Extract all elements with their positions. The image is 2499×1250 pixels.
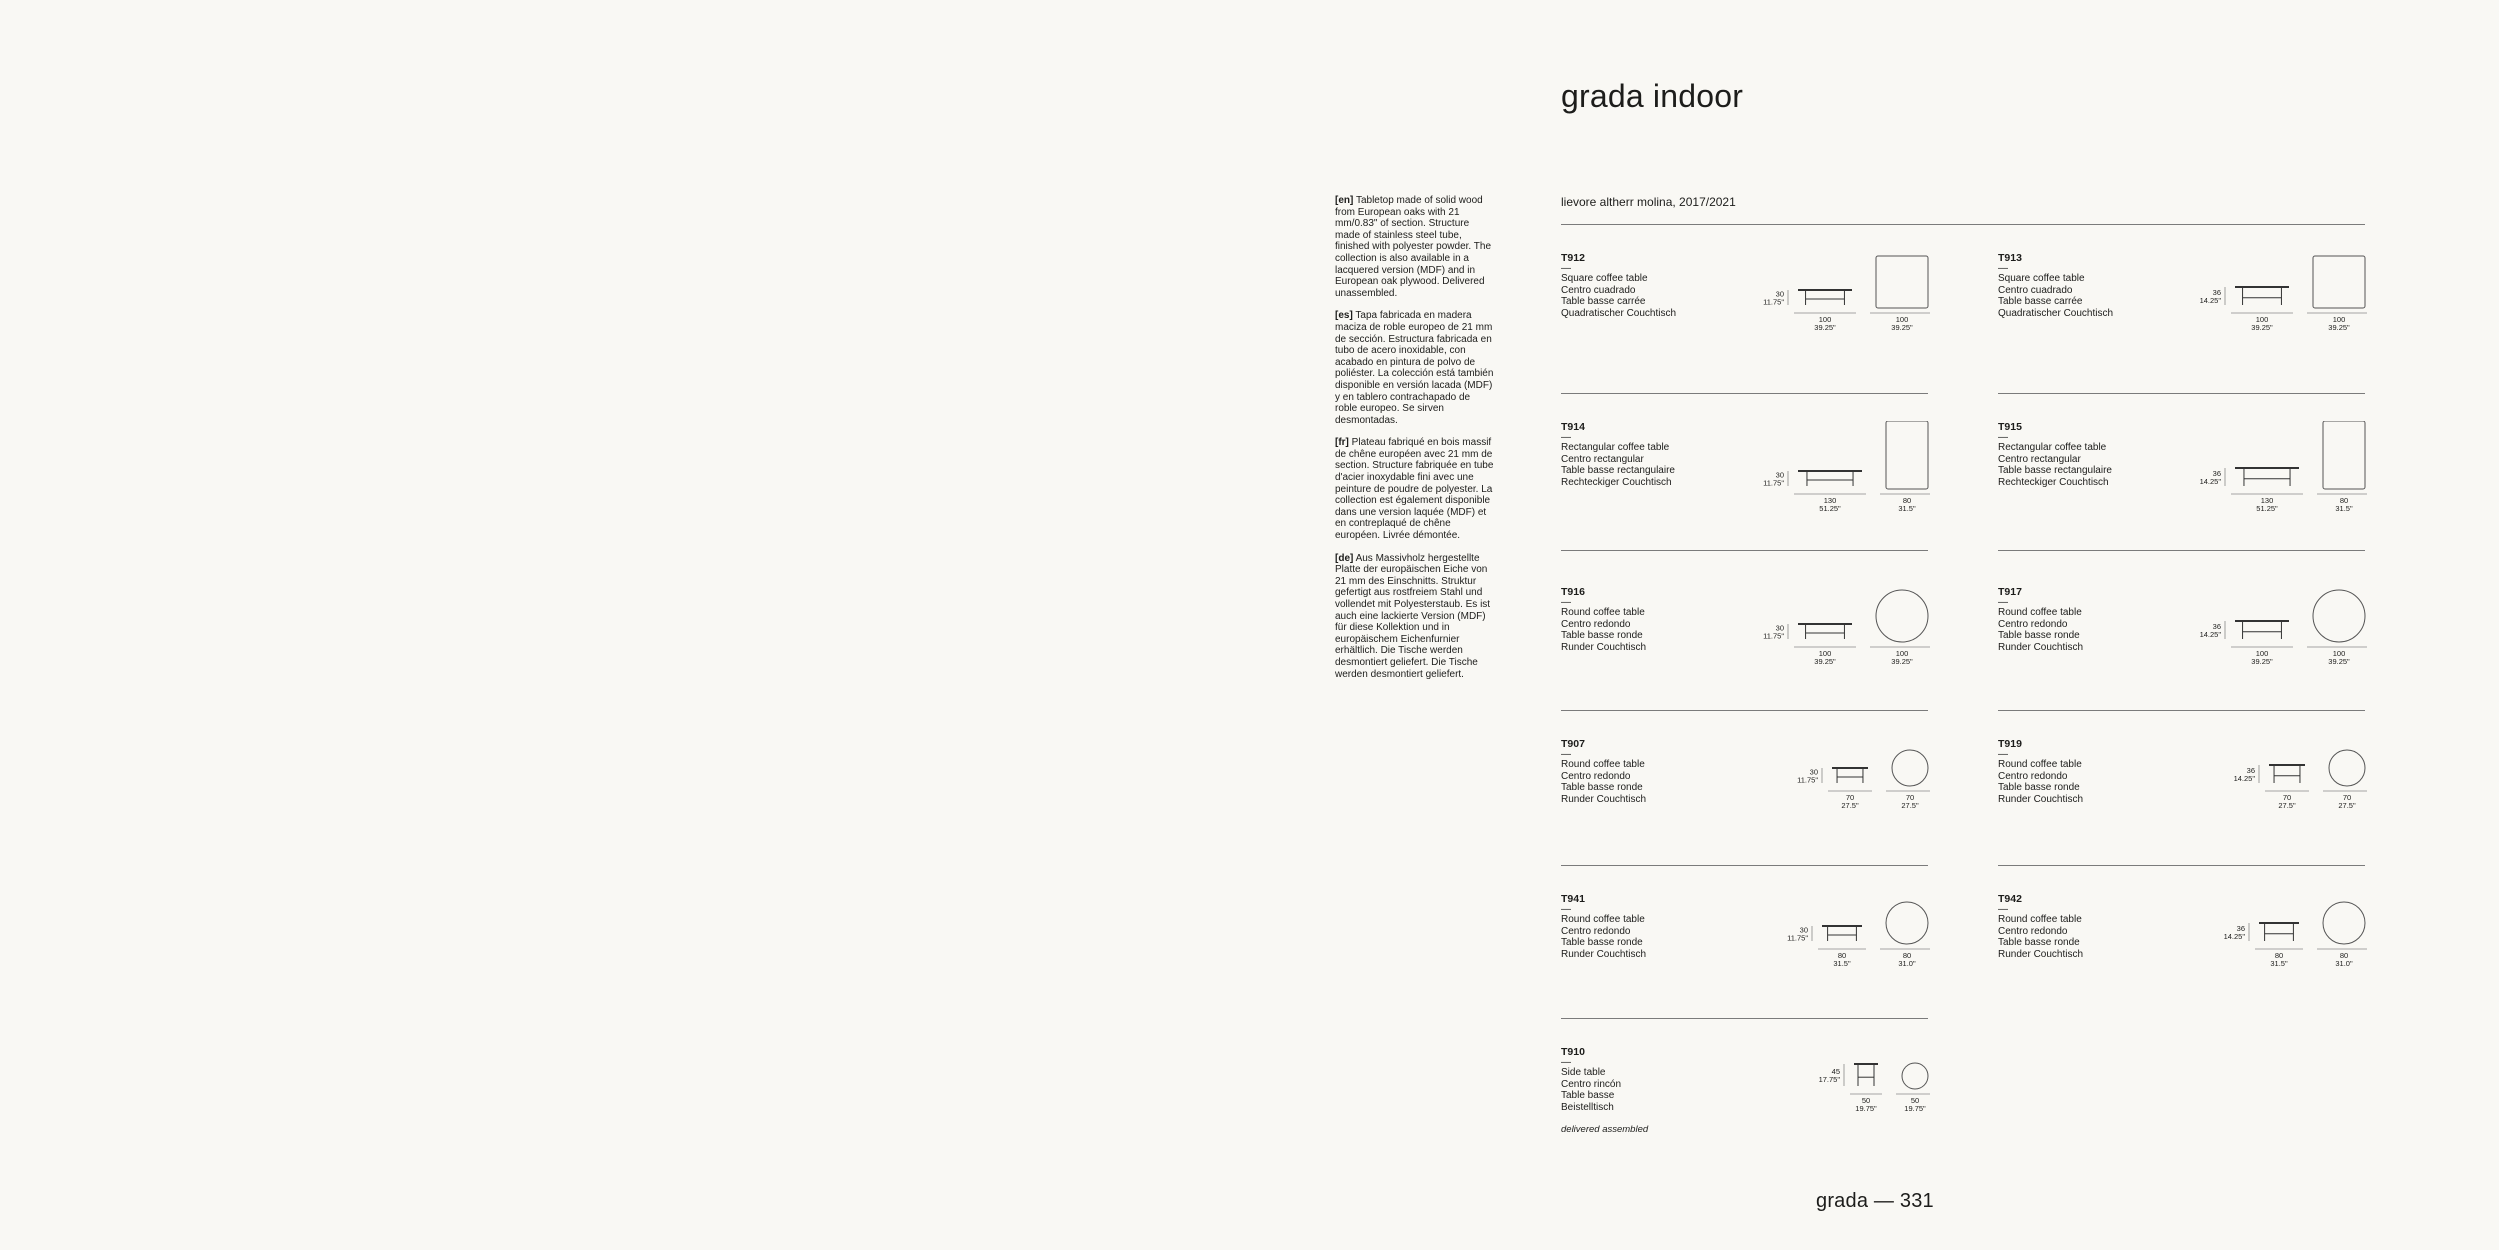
depth-in: 39.25" — [2328, 323, 2350, 332]
depth-in: 39.25" — [2328, 657, 2350, 666]
product-name: Table basse ronde — [1998, 782, 2080, 794]
depth-cm: 50 — [1910, 1096, 1920, 1105]
product-t912 — [1561, 252, 1931, 332]
product-name: Table basse — [1561, 1090, 1615, 1102]
product-t916 — [1561, 586, 1931, 666]
height-in: 11.75" — [1787, 933, 1808, 943]
product-name: Runder Couchtisch — [1561, 948, 1647, 960]
product-name: Centro rectangular — [1998, 453, 2081, 465]
height-cm: 36 — [2236, 924, 2245, 933]
row-divider — [1998, 550, 2365, 551]
width-cm: 130 — [1823, 496, 1837, 505]
product-name: Runder Couchtisch — [1998, 793, 2084, 805]
product-name: Rechteckiger Couchtisch — [1561, 476, 1672, 488]
product-name: Table basse ronde — [1561, 630, 1643, 642]
product-dash: — — [1998, 263, 2008, 274]
height-in: 11.75" — [1763, 297, 1784, 307]
product-t914 — [1561, 421, 1931, 513]
depth-in: 19.75" — [1904, 1104, 1926, 1113]
product-drawing — [1561, 586, 1931, 681]
width-in: 51.25" — [1819, 504, 1841, 513]
product-code: T915 — [1998, 421, 2022, 433]
product-code: T919 — [1998, 738, 2022, 750]
page-footer: grada — 331 — [1816, 1190, 1934, 1212]
row-divider — [1561, 393, 1928, 394]
product-name: Rectangular coffee table — [1998, 442, 2107, 453]
depth-cm: 80 — [1902, 496, 1912, 505]
width-cm: 100 — [1818, 649, 1832, 658]
depth-cm: 100 — [1895, 315, 1909, 324]
product-name: Quadratischer Couchtisch — [1561, 307, 1677, 319]
product-name: Quadratischer Couchtisch — [1998, 307, 2114, 319]
plan-view — [1870, 590, 1930, 666]
elevation-view — [1763, 290, 1856, 333]
width-in: 39.25" — [1814, 323, 1836, 332]
product-name: Table basse ronde — [1998, 630, 2080, 642]
product-name: Table basse rectangulaire — [1561, 465, 1675, 477]
product-t919 — [1998, 738, 2368, 810]
product-name: Centro redondo — [1561, 618, 1631, 630]
product-t913 — [1998, 252, 2368, 332]
product-drawing — [1561, 252, 1931, 347]
description-fr: [fr] Plateau fabriqué en bois massif de chêne européen avec 21 mm de section. Structure fabriquée en tube d'acier inoxydable fini avec une peinture de poudre de polyester. La collection est également disponible dans une version laquée (MDF) et en contreplaqué de chêne européen. Livrée démontée. — [1335, 437, 1494, 542]
height-cm: 30 — [1809, 767, 1818, 777]
product-code: T916 — [1561, 586, 1585, 598]
product-code: T910 — [1561, 1046, 1585, 1058]
width-in: 39.25" — [2251, 657, 2273, 666]
product-name: Centro redondo — [1561, 925, 1631, 937]
product-name: Table basse carrée — [1561, 296, 1646, 308]
width-cm: 100 — [2255, 315, 2269, 324]
product-code: T907 — [1561, 738, 1585, 750]
product-t942 — [1998, 893, 2368, 968]
product-name: Round coffee table — [1561, 759, 1645, 770]
width-in: 27.5" — [1841, 801, 1859, 810]
description-block — [1335, 195, 1495, 691]
elevation-view — [1763, 471, 1866, 514]
plan-outline — [2313, 256, 2365, 308]
product-code: T913 — [1998, 252, 2022, 264]
product-name: Centro rincón — [1561, 1078, 1622, 1090]
product-code: T942 — [1998, 893, 2022, 905]
product-dash: — — [1998, 904, 2008, 915]
description-en: [en] Tabletop made of solid wood from European oaks with 21 mm/0.83" of section. Structure made of stainless steel tube, finished with polyester powder. The collection is also available in a lacquered version (MDF) and in European oak plywood. Delivered unassembled. — [1335, 195, 1492, 299]
product-name: Table basse rectangulaire — [1998, 465, 2112, 477]
designer-credit: lievore altherr molina, 2017/2021 — [1561, 195, 1736, 209]
height-in: 11.75" — [1797, 775, 1818, 785]
elevation-view — [2200, 621, 2293, 666]
elevation-view — [2234, 765, 2309, 810]
width-in: 39.25" — [2251, 323, 2273, 332]
elevation-view — [2200, 287, 2293, 332]
height-cm: 30 — [1775, 289, 1784, 299]
depth-cm: 100 — [2332, 649, 2346, 658]
width-cm: 50 — [1861, 1096, 1871, 1105]
height-cm: 30 — [1799, 925, 1808, 935]
plan-outline — [2329, 750, 2365, 786]
plan-view — [1896, 1063, 1930, 1113]
product-code: T917 — [1998, 586, 2022, 598]
product-drawing — [1998, 738, 2368, 833]
product-name: Runder Couchtisch — [1561, 641, 1647, 653]
product-drawing — [1561, 893, 1931, 988]
width-cm: 70 — [2282, 793, 2292, 802]
product-code: T914 — [1561, 421, 1585, 433]
plan-view — [1880, 902, 1930, 968]
header-divider — [1561, 224, 2365, 225]
product-name: Runder Couchtisch — [1998, 948, 2084, 960]
plan-view — [2317, 902, 2367, 968]
product-drawing — [1998, 893, 2368, 988]
row-divider — [1561, 710, 1928, 711]
product-dash: — — [1561, 1057, 1571, 1068]
width-cm: 100 — [2255, 649, 2269, 658]
depth-in: 31.5" — [2335, 504, 2353, 513]
height-in: 14.25" — [2199, 477, 2221, 486]
width-cm: 70 — [1845, 793, 1855, 802]
product-name: Table basse ronde — [1561, 782, 1643, 794]
product-dash: — — [1561, 597, 1571, 608]
depth-in: 31.5" — [1898, 504, 1916, 513]
depth-cm: 100 — [2332, 315, 2346, 324]
product-name: Runder Couchtisch — [1561, 793, 1647, 805]
depth-in: 27.5" — [1901, 801, 1919, 810]
product-name: Side table — [1561, 1067, 1606, 1078]
depth-cm: 100 — [1895, 649, 1909, 658]
description-de: [de] Aus Massivholz hergestellte Platte der europäischen Eiche von 21 mm des Einschnitts. Struktur gefertigt aus rostfreiem Stahl und vollendet mit Polyesterstaub. Es ist auch eine lackierte Version (MDF) für diese Kollektion und in europäischem Eichenfurnier erhältlich. Die Tische werden desmontiert geliefert. Die Tische werden desmontiert geliefert. — [1335, 552, 1491, 680]
product-drawing — [1998, 421, 2368, 516]
plan-outline — [1876, 590, 1928, 642]
height-cm: 36 — [2246, 766, 2255, 775]
product-name: Rechteckiger Couchtisch — [1998, 476, 2109, 488]
product-name: Centro redondo — [1998, 770, 2068, 782]
depth-cm: 80 — [2339, 496, 2349, 505]
product-t941 — [1561, 893, 1931, 968]
row-divider — [1998, 865, 2365, 866]
depth-cm: 70 — [2342, 793, 2352, 802]
height-in: 14.25" — [2199, 296, 2221, 305]
product-name: Centro redondo — [1998, 618, 2068, 630]
product-note: delivered assembled — [1561, 1124, 1649, 1136]
description-es: [es] Tapa fabricada en madera maciza de roble europeo de 21 mm de sección. Estructura fabricada en tubo de acero inoxidable, con acabado en pintura de polvo de poliéster. La colección está también disponible en versión lacada (MDF) y en tablero contrachapado de roble europeo. Se sirven desmontadas. — [1335, 310, 1494, 426]
product-name: Round coffee table — [1998, 607, 2082, 618]
depth-in: 39.25" — [1891, 323, 1913, 332]
product-t917 — [1998, 586, 2368, 666]
page-title: grada indoor — [1561, 78, 1744, 114]
height-cm: 30 — [1775, 623, 1784, 633]
width-in: 39.25" — [1814, 657, 1836, 666]
product-t910 — [1561, 1046, 1931, 1135]
elevation-view — [1797, 768, 1872, 811]
plan-outline — [1886, 421, 1928, 489]
product-name: Round coffee table — [1561, 607, 1645, 618]
plan-view — [2323, 750, 2367, 810]
height-cm: 45 — [1831, 1067, 1840, 1076]
product-name: Rectangular coffee table — [1561, 442, 1670, 453]
product-name: Beistelltisch — [1561, 1101, 1614, 1113]
plan-view — [1870, 256, 1930, 332]
width-in: 27.5" — [2278, 801, 2296, 810]
product-drawing — [1561, 738, 1931, 833]
plan-outline — [1892, 750, 1928, 786]
plan-view — [2317, 421, 2367, 513]
elevation-view — [2200, 468, 2303, 513]
product-code: T912 — [1561, 252, 1585, 264]
plan-outline — [2323, 902, 2365, 944]
product-t907 — [1561, 738, 1931, 810]
product-dash: — — [1998, 597, 2008, 608]
width-cm: 80 — [1837, 951, 1847, 960]
height-in: 11.75" — [1763, 478, 1784, 488]
product-name: Centro cuadrado — [1561, 284, 1636, 296]
height-in: 14.25" — [2223, 932, 2245, 941]
plan-outline — [1886, 902, 1928, 944]
plan-view — [2307, 590, 2367, 666]
depth-cm: 80 — [1902, 951, 1912, 960]
product-name: Table basse ronde — [1561, 937, 1643, 949]
product-name: Centro rectangular — [1561, 453, 1644, 465]
plan-outline — [1876, 256, 1928, 308]
product-drawing — [1561, 1046, 1931, 1141]
product-code: T941 — [1561, 893, 1585, 905]
row-divider — [1998, 393, 2365, 394]
elevation-view — [1763, 624, 1856, 667]
product-name: Square coffee table — [1561, 273, 1648, 284]
product-drawing — [1561, 421, 1931, 516]
product-drawing — [1998, 252, 2368, 347]
width-in: 51.25" — [2256, 504, 2278, 513]
height-in: 14.25" — [2199, 630, 2221, 639]
plan-outline — [2313, 590, 2365, 642]
product-name: Round coffee table — [1561, 914, 1645, 925]
plan-view — [1886, 750, 1930, 810]
plan-view — [1880, 421, 1930, 513]
product-name: Table basse ronde — [1998, 937, 2080, 949]
elevation-view — [2224, 923, 2303, 968]
height-in: 17.75" — [1818, 1075, 1840, 1084]
width-in: 31.5" — [1833, 959, 1851, 968]
row-divider — [1561, 865, 1928, 866]
product-dash: — — [1561, 904, 1571, 915]
depth-cm: 80 — [2339, 951, 2349, 960]
elevation-view — [1787, 926, 1866, 969]
width-cm: 80 — [2274, 951, 2284, 960]
depth-in: 27.5" — [2338, 801, 2356, 810]
depth-cm: 70 — [1905, 793, 1915, 802]
row-divider — [1561, 550, 1928, 551]
plan-outline — [2323, 421, 2365, 489]
product-name: Runder Couchtisch — [1998, 641, 2084, 653]
depth-in: 31.0" — [1898, 959, 1916, 968]
height-cm: 36 — [2212, 288, 2221, 297]
product-dash: — — [1998, 749, 2008, 760]
product-dash: — — [1561, 432, 1571, 443]
plan-view — [2307, 256, 2367, 332]
depth-in: 31.0" — [2335, 959, 2353, 968]
height-cm: 36 — [2212, 622, 2221, 631]
row-divider — [1998, 710, 2365, 711]
product-name: Centro redondo — [1561, 770, 1631, 782]
height-cm: 36 — [2212, 469, 2221, 478]
height-in: 11.75" — [1763, 631, 1784, 641]
product-t915 — [1998, 421, 2368, 513]
product-name: Centro cuadrado — [1998, 284, 2073, 296]
width-cm: 130 — [2260, 496, 2274, 505]
elevation-view — [1819, 1064, 1882, 1113]
product-name: Round coffee table — [1998, 759, 2082, 770]
depth-in: 39.25" — [1891, 657, 1913, 666]
product-dash: — — [1561, 263, 1571, 274]
width-in: 31.5" — [2270, 959, 2288, 968]
product-dash: — — [1561, 749, 1571, 760]
product-name: Centro redondo — [1998, 925, 2068, 937]
height-cm: 30 — [1775, 470, 1784, 480]
product-name: Round coffee table — [1998, 914, 2082, 925]
width-cm: 100 — [1818, 315, 1832, 324]
height-in: 14.25" — [2233, 774, 2255, 783]
product-dash: — — [1998, 432, 2008, 443]
width-in: 19.75" — [1855, 1104, 1877, 1113]
row-divider — [1561, 1018, 1928, 1019]
product-name: Table basse carrée — [1998, 296, 2083, 308]
product-name: Square coffee table — [1998, 273, 2085, 284]
product-drawing — [1998, 586, 2368, 681]
plan-outline — [1902, 1063, 1928, 1089]
